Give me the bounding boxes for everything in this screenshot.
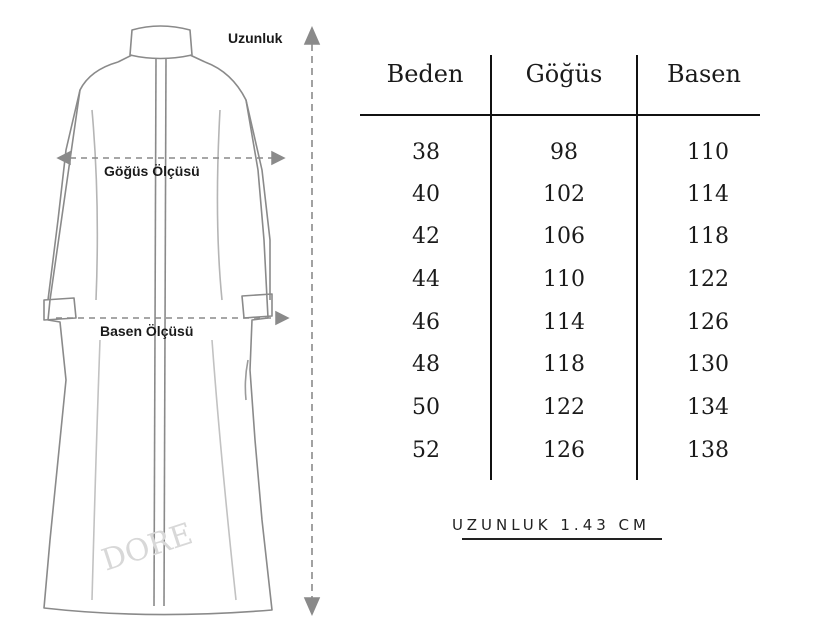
chest-cell: 98 bbox=[550, 140, 578, 165]
hip-cell: 134 bbox=[687, 395, 729, 420]
chest-cell: 114 bbox=[543, 310, 585, 335]
length-note-underline bbox=[462, 538, 662, 540]
column-divider bbox=[636, 55, 638, 480]
size-cell: 52 bbox=[412, 438, 440, 463]
chest-cell: 106 bbox=[543, 224, 585, 249]
chest-cell: 118 bbox=[543, 352, 585, 377]
size-cell: 42 bbox=[412, 224, 440, 249]
hip-measure-label: Basen Ölçüsü bbox=[100, 323, 194, 339]
length-note: UZUNLUK 1.43 CM bbox=[452, 516, 650, 534]
column-header-hip: Basen bbox=[667, 60, 741, 88]
hip-cell: 126 bbox=[687, 310, 729, 335]
hip-cell: 118 bbox=[687, 224, 729, 249]
size-cell: 40 bbox=[412, 182, 440, 207]
watermark-logo: DORE bbox=[97, 516, 197, 579]
hip-cell: 122 bbox=[687, 267, 729, 292]
column-header-size: Beden bbox=[386, 60, 464, 88]
hip-cell: 138 bbox=[687, 438, 729, 463]
length-label: Uzunluk bbox=[228, 30, 283, 46]
size-cell: 44 bbox=[412, 267, 440, 292]
chest-cell: 102 bbox=[543, 182, 585, 207]
column-header-chest: Göğüs bbox=[525, 60, 603, 88]
hip-cell: 130 bbox=[687, 352, 729, 377]
hip-cell: 110 bbox=[687, 140, 729, 165]
column-divider bbox=[490, 55, 492, 480]
chest-cell: 126 bbox=[543, 438, 585, 463]
size-cell: 48 bbox=[412, 352, 440, 377]
size-cell: 46 bbox=[412, 310, 440, 335]
hip-cell: 114 bbox=[687, 182, 729, 207]
chest-measure-label: Göğüs Ölçüsü bbox=[104, 163, 200, 179]
size-cell: 38 bbox=[412, 140, 440, 165]
size-cell: 50 bbox=[412, 395, 440, 420]
header-divider bbox=[360, 114, 760, 116]
chest-cell: 110 bbox=[543, 267, 585, 292]
chest-cell: 122 bbox=[543, 395, 585, 420]
